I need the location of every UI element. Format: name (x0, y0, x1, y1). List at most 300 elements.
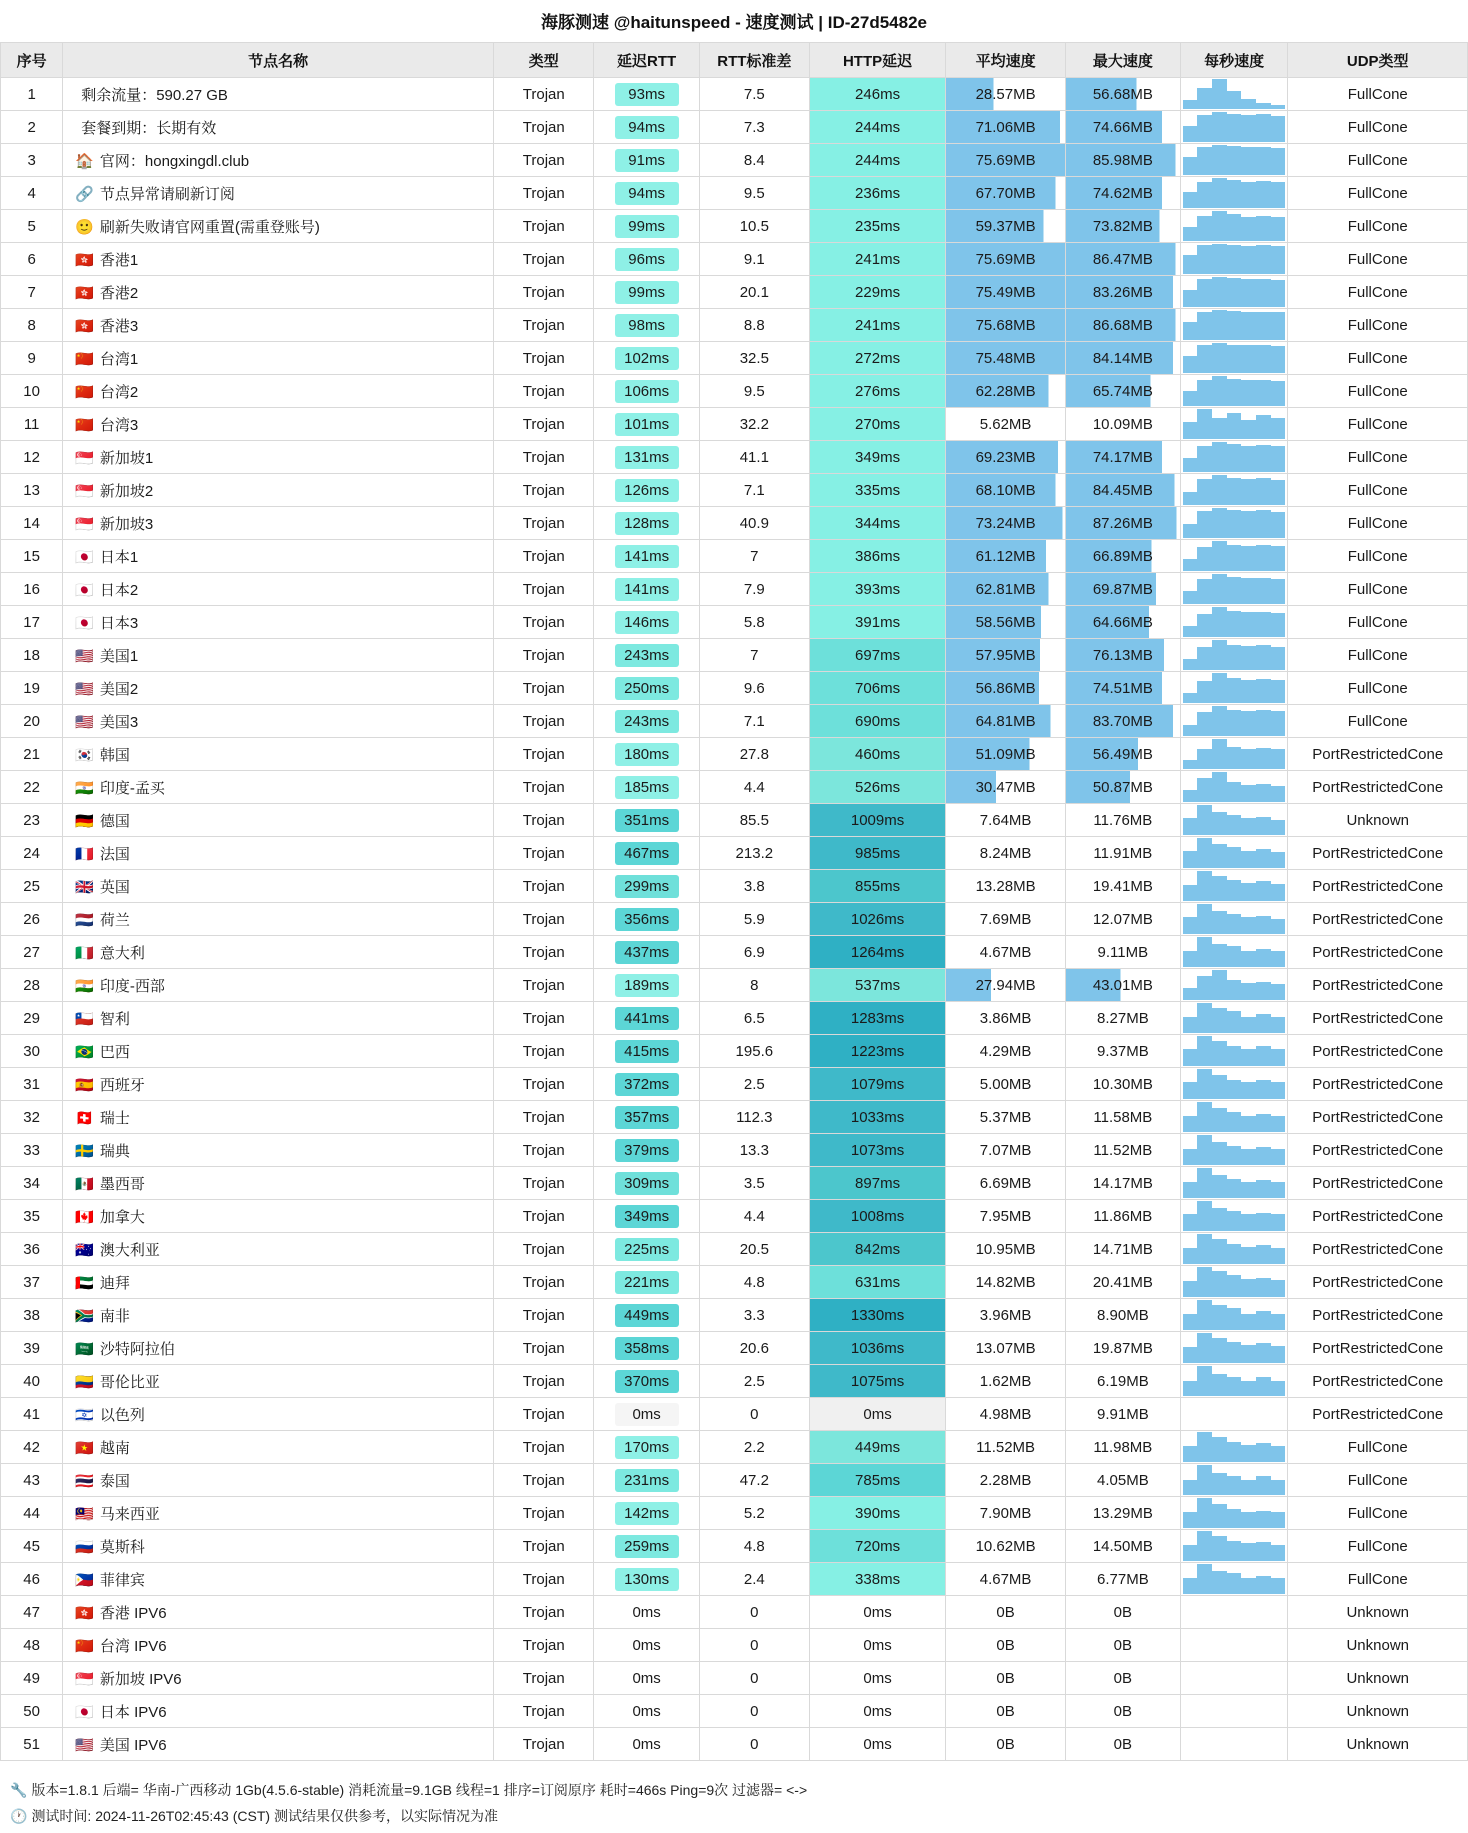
row-udp-type (1288, 903, 1468, 936)
http-latency-value: 1036ms (850, 1339, 905, 1357)
row-node-name (63, 342, 494, 375)
max-speed-value: 64.66MB (1092, 613, 1153, 631)
row-node-name (63, 1563, 494, 1596)
type-text: Trojan (522, 679, 565, 697)
row-index (1, 144, 63, 177)
row-http (809, 705, 945, 738)
row-sparkline (1180, 1299, 1288, 1332)
row-rtt-stddev (699, 606, 809, 639)
row-index (1, 837, 63, 870)
row-type (493, 573, 594, 606)
row-rtt (594, 738, 699, 771)
row-http (809, 1695, 945, 1728)
rtt-value: 0ms (615, 1403, 679, 1426)
row-avg-speed (946, 1167, 1066, 1200)
row-rtt-stddev (699, 1365, 809, 1398)
row-rtt-stddev (699, 474, 809, 507)
http-latency-value: 390ms (855, 1504, 901, 1522)
table-row[interactable] (1, 1530, 1468, 1563)
max-speed-value: 6.77MB (1097, 1570, 1149, 1588)
row-http (809, 111, 945, 144)
row-index (1, 870, 63, 903)
row-rtt-stddev (699, 1464, 809, 1497)
row-rtt-stddev (699, 1662, 809, 1695)
row-node-name (63, 408, 494, 441)
flag-icon: 🇻🇳 (75, 1439, 94, 1457)
speed-sparkline (1181, 574, 1288, 604)
type-text: Trojan (522, 415, 565, 433)
avg-speed-value: 5.37MB (979, 1108, 1032, 1126)
row-sparkline (1180, 1002, 1288, 1035)
row-rtt (594, 606, 699, 639)
row-type (493, 210, 594, 243)
http-latency-value: 0ms (863, 1405, 892, 1423)
table-row[interactable] (1, 474, 1468, 507)
row-node-name (63, 375, 494, 408)
type-text: Trojan (522, 1306, 565, 1324)
max-speed-value: 12.07MB (1092, 910, 1153, 928)
speed-sparkline (1181, 640, 1288, 670)
speed-sparkline (1181, 475, 1288, 505)
row-avg-speed (946, 408, 1066, 441)
type-text: Trojan (522, 712, 565, 730)
row-rtt-stddev (699, 1299, 809, 1332)
avg-speed-value: 56.86MB (975, 679, 1036, 697)
type-text: Trojan (522, 943, 565, 961)
table-row[interactable] (1, 540, 1468, 573)
row-rtt-stddev (699, 210, 809, 243)
table-row[interactable] (1, 969, 1468, 1002)
table-row[interactable] (1, 1464, 1468, 1497)
row-udp-type (1288, 1002, 1468, 1035)
row-rtt (594, 1365, 699, 1398)
row-sparkline (1180, 1332, 1288, 1365)
row-avg-speed (946, 210, 1066, 243)
row-node-name (63, 276, 494, 309)
max-speed-value: 73.82MB (1092, 217, 1153, 235)
row-index-text: 34 (23, 1174, 40, 1192)
row-rtt (594, 1728, 699, 1761)
row-sparkline (1180, 111, 1288, 144)
avg-speed-value: 5.00MB (979, 1075, 1032, 1093)
table-row[interactable] (1, 1629, 1468, 1662)
rtt-value: 441ms (615, 1007, 679, 1030)
row-sparkline (1180, 573, 1288, 606)
flag-icon: 🇸🇬 (75, 1670, 94, 1688)
type-text: Trojan (522, 1702, 565, 1720)
row-udp-type (1288, 210, 1468, 243)
row-index-text: 16 (23, 580, 40, 598)
row-rtt-stddev (699, 276, 809, 309)
table-row[interactable] (1, 738, 1468, 771)
type-text: Trojan (522, 349, 565, 367)
row-udp-type (1288, 1266, 1468, 1299)
max-speed-value: 13.29MB (1092, 1504, 1153, 1522)
table-row[interactable] (1, 1101, 1468, 1134)
row-avg-speed (946, 1464, 1066, 1497)
table-row[interactable] (1, 1200, 1468, 1233)
speed-sparkline (1181, 442, 1288, 472)
max-speed-value: 14.17MB (1092, 1174, 1153, 1192)
row-avg-speed (946, 111, 1066, 144)
row-index (1, 1266, 63, 1299)
rtt-stddev-value: 32.2 (739, 415, 769, 433)
table-row[interactable] (1, 1002, 1468, 1035)
row-max-speed (1065, 1101, 1180, 1134)
table-row[interactable] (1, 903, 1468, 936)
row-udp-type (1288, 1101, 1468, 1134)
row-node-name (63, 1002, 494, 1035)
table-row[interactable] (1, 1695, 1468, 1728)
table-row[interactable] (1, 144, 1468, 177)
type-text: Trojan (522, 1009, 565, 1027)
row-sparkline (1180, 177, 1288, 210)
row-index-text: 43 (23, 1471, 40, 1489)
type-text: Trojan (522, 1504, 565, 1522)
table-row[interactable] (1, 1431, 1468, 1464)
rtt-value: 102ms (615, 347, 679, 370)
row-rtt-stddev (699, 1332, 809, 1365)
flag-icon: 🇲🇽 (75, 1175, 94, 1193)
speed-sparkline (1181, 772, 1288, 802)
udp-type-value: PortRestrictedCone (1312, 976, 1444, 994)
row-udp-type (1288, 1530, 1468, 1563)
row-index-text: 3 (27, 151, 36, 169)
http-latency-value: 855ms (855, 877, 901, 895)
row-rtt (594, 408, 699, 441)
table-row[interactable] (1, 1497, 1468, 1530)
row-max-speed (1065, 441, 1180, 474)
table-row[interactable] (1, 804, 1468, 837)
type-text: Trojan (522, 1669, 565, 1687)
avg-speed-value: 10.95MB (975, 1240, 1036, 1258)
udp-type-value: Unknown (1346, 1702, 1409, 1720)
row-rtt-stddev (699, 1728, 809, 1761)
row-type (493, 78, 594, 111)
table-row[interactable] (1, 1332, 1468, 1365)
row-node-name (63, 936, 494, 969)
udp-type-value: PortRestrictedCone (1312, 1174, 1444, 1192)
footer-time-line (10, 1803, 1460, 1829)
table-row[interactable] (1, 1365, 1468, 1398)
row-udp-type (1288, 1365, 1468, 1398)
row-index-text: 37 (23, 1273, 40, 1291)
flag-icon: 🇳🇱 (75, 911, 94, 929)
rtt-value: 98ms (615, 314, 679, 337)
row-sparkline (1180, 639, 1288, 672)
row-sparkline (1180, 1629, 1288, 1662)
avg-speed-value: 7.90MB (979, 1504, 1032, 1522)
rtt-value: 221ms (615, 1271, 679, 1294)
col-http-latency[interactable]: HTTP延迟 (809, 43, 945, 78)
row-index-text: 51 (23, 1735, 40, 1753)
row-max-speed (1065, 573, 1180, 606)
row-node-name (63, 870, 494, 903)
flag-icon: 🇪🇸 (75, 1076, 94, 1094)
table-row[interactable] (1, 1266, 1468, 1299)
row-udp-type (1288, 738, 1468, 771)
table-row[interactable] (1, 243, 1468, 276)
table-row[interactable] (1, 1068, 1468, 1101)
row-avg-speed (946, 1497, 1066, 1530)
row-index-text: 27 (23, 943, 40, 961)
table-row[interactable] (1, 672, 1468, 705)
row-node-name (63, 1200, 494, 1233)
row-avg-speed (946, 771, 1066, 804)
table-row[interactable] (1, 78, 1468, 111)
avg-speed-value: 13.28MB (975, 877, 1036, 895)
table-row[interactable] (1, 177, 1468, 210)
row-type (493, 540, 594, 573)
speed-sparkline (1181, 1267, 1288, 1297)
http-latency-value: 393ms (855, 580, 901, 598)
avg-speed-value: 2.28MB (979, 1471, 1032, 1489)
row-node-name (63, 177, 494, 210)
node-name-text: 越南 (99, 1439, 130, 1457)
type-text: Trojan (522, 382, 565, 400)
speed-sparkline (1181, 409, 1288, 439)
table-row[interactable] (1, 210, 1468, 243)
max-speed-value: 11.91MB (1093, 844, 1153, 862)
row-avg-speed (946, 1530, 1066, 1563)
row-sparkline (1180, 1662, 1288, 1695)
table-row[interactable] (1, 441, 1468, 474)
table-row[interactable] (1, 1299, 1468, 1332)
node-name-text: 香港1 (99, 251, 139, 269)
type-text: Trojan (522, 910, 565, 928)
max-speed-value: 4.05MB (1097, 1471, 1149, 1489)
node-name-text: 日本 IPV6 (99, 1703, 167, 1721)
row-udp-type (1288, 78, 1468, 111)
col-node-name[interactable]: 节点名称 (63, 43, 494, 78)
table-row[interactable] (1, 771, 1468, 804)
row-udp-type (1288, 573, 1468, 606)
col-avg-speed[interactable]: 平均速度 (946, 43, 1066, 78)
type-text: Trojan (522, 1405, 565, 1423)
http-latency-value: 0ms (863, 1735, 892, 1753)
table-row[interactable] (1, 276, 1468, 309)
table-row[interactable] (1, 837, 1468, 870)
speed-sparkline (1181, 1399, 1288, 1429)
udp-type-value: FullCone (1347, 481, 1408, 499)
flag-icon: 🇦🇺 (75, 1241, 94, 1259)
row-udp-type (1288, 375, 1468, 408)
rtt-value: 231ms (615, 1469, 679, 1492)
row-udp-type (1288, 1596, 1468, 1629)
table-row[interactable] (1, 573, 1468, 606)
http-latency-value: 631ms (855, 1273, 901, 1291)
row-http (809, 507, 945, 540)
table-row[interactable] (1, 606, 1468, 639)
col-rtt[interactable]: 延迟RTT (594, 43, 699, 78)
row-type (493, 1101, 594, 1134)
max-speed-value: 11.98MB (1093, 1438, 1153, 1456)
table-row[interactable] (1, 309, 1468, 342)
row-type (493, 111, 594, 144)
row-max-speed (1065, 1497, 1180, 1530)
row-type (493, 1068, 594, 1101)
avg-speed-value: 51.09MB (975, 745, 1036, 763)
node-name-text: 西班牙 (99, 1076, 145, 1094)
rtt-stddev-value: 2.2 (743, 1438, 765, 1456)
speed-sparkline (1181, 1069, 1288, 1099)
table-row[interactable] (1, 1728, 1468, 1761)
speed-sparkline (1181, 1168, 1288, 1198)
type-text: Trojan (522, 745, 565, 763)
row-rtt-stddev (699, 639, 809, 672)
row-node-name (63, 441, 494, 474)
row-avg-speed (946, 1629, 1066, 1662)
avg-speed-value: 57.95MB (975, 646, 1036, 664)
type-text: Trojan (522, 1207, 565, 1225)
row-sparkline (1180, 837, 1288, 870)
row-sparkline (1180, 1431, 1288, 1464)
table-row[interactable] (1, 1662, 1468, 1695)
rtt-value: 225ms (615, 1238, 679, 1261)
row-type (493, 507, 594, 540)
row-http (809, 408, 945, 441)
flag-icon: 🇷🇺 (75, 1538, 94, 1556)
table-row[interactable] (1, 705, 1468, 738)
table-row[interactable] (1, 507, 1468, 540)
row-index (1, 771, 63, 804)
row-index (1, 474, 63, 507)
table-row[interactable] (1, 1596, 1468, 1629)
row-rtt-stddev (699, 1035, 809, 1068)
row-udp-type (1288, 507, 1468, 540)
rtt-stddev-value: 7 (750, 646, 759, 664)
row-type (493, 1233, 594, 1266)
row-avg-speed (946, 144, 1066, 177)
row-rtt (594, 243, 699, 276)
row-type (493, 243, 594, 276)
row-sparkline (1180, 540, 1288, 573)
footer-time-text: 测试时间: 2024-11-26T02:45:43 (CST) 测试结果仅供参考，以实际情况为准 (31, 1808, 498, 1824)
table-row[interactable] (1, 1035, 1468, 1068)
rtt-value: 146ms (615, 611, 679, 634)
speed-sparkline (1181, 1531, 1288, 1561)
speed-sparkline (1181, 310, 1288, 340)
speedtest-table (0, 42, 1468, 1761)
row-rtt (594, 78, 699, 111)
row-avg-speed (946, 1695, 1066, 1728)
row-rtt-stddev (699, 342, 809, 375)
table-row[interactable] (1, 639, 1468, 672)
row-rtt (594, 1134, 699, 1167)
col-speed-per-second[interactable]: 每秒速度 (1180, 43, 1288, 78)
max-speed-value: 19.87MB (1092, 1339, 1153, 1357)
row-index-text: 33 (23, 1141, 40, 1159)
type-text: Trojan (522, 1108, 565, 1126)
rtt-stddev-value: 9.5 (743, 382, 765, 400)
row-rtt-stddev (699, 441, 809, 474)
rtt-value: 299ms (615, 875, 679, 898)
avg-speed-value: 7.69MB (979, 910, 1032, 928)
row-rtt-stddev (699, 78, 809, 111)
table-row[interactable] (1, 342, 1468, 375)
row-udp-type (1288, 1497, 1468, 1530)
flag-icon: 🇨🇦 (75, 1208, 94, 1226)
rtt-value: 449ms (615, 1304, 679, 1327)
row-udp-type (1288, 639, 1468, 672)
flag-icon: 🇯🇵 (75, 614, 94, 632)
row-max-speed (1065, 1233, 1180, 1266)
row-rtt (594, 1530, 699, 1563)
table-row[interactable] (1, 1563, 1468, 1596)
row-http (809, 1167, 945, 1200)
table-row[interactable] (1, 1134, 1468, 1167)
row-avg-speed (946, 540, 1066, 573)
table-row[interactable] (1, 936, 1468, 969)
row-sparkline (1180, 771, 1288, 804)
row-sparkline (1180, 375, 1288, 408)
row-index-text: 47 (23, 1603, 40, 1621)
node-name-text: 马来西亚 (99, 1505, 160, 1523)
col-index[interactable]: 序号 (1, 43, 63, 78)
row-udp-type (1288, 1233, 1468, 1266)
col-rtt-stddev[interactable]: RTT标准差 (699, 43, 809, 78)
table-row[interactable] (1, 1233, 1468, 1266)
avg-speed-value: 30.47MB (975, 778, 1036, 796)
row-max-speed (1065, 1431, 1180, 1464)
type-text: Trojan (522, 118, 565, 136)
node-name-text: 香港 IPV6 (99, 1604, 167, 1622)
row-sparkline (1180, 144, 1288, 177)
avg-speed-value: 28.57MB (975, 85, 1036, 103)
row-index-text: 26 (23, 910, 40, 928)
table-row[interactable] (1, 1167, 1468, 1200)
row-node-name (63, 573, 494, 606)
table-row[interactable] (1, 870, 1468, 903)
http-latency-value: 244ms (855, 151, 901, 169)
row-avg-speed (946, 1332, 1066, 1365)
table-row[interactable] (1, 408, 1468, 441)
row-udp-type (1288, 1035, 1468, 1068)
table-row[interactable] (1, 1398, 1468, 1431)
avg-speed-value: 13.07MB (975, 1339, 1036, 1357)
row-avg-speed (946, 1134, 1066, 1167)
row-node-name (63, 705, 494, 738)
row-http (809, 144, 945, 177)
max-speed-value: 11.58MB (1093, 1108, 1153, 1126)
footer-version-line (10, 1777, 1460, 1803)
col-max-speed[interactable]: 最大速度 (1065, 43, 1180, 78)
speed-sparkline (1181, 1465, 1288, 1495)
max-speed-value: 56.49MB (1092, 745, 1153, 763)
rtt-value: 130ms (615, 1568, 679, 1591)
rtt-stddev-value: 41.1 (739, 448, 769, 466)
table-row[interactable] (1, 375, 1468, 408)
row-index (1, 804, 63, 837)
type-text: Trojan (522, 580, 565, 598)
max-speed-value: 11.52MB (1093, 1141, 1153, 1159)
flag-icon: 🇨🇱 (75, 1010, 94, 1028)
rtt-stddev-value: 9.6 (743, 679, 765, 697)
udp-type-value: FullCone (1347, 1537, 1408, 1555)
speed-sparkline (1181, 706, 1288, 736)
row-avg-speed (946, 1068, 1066, 1101)
rtt-stddev-value: 2.5 (743, 1075, 765, 1093)
row-max-speed (1065, 309, 1180, 342)
row-sparkline (1180, 705, 1288, 738)
row-rtt-stddev (699, 1101, 809, 1134)
col-type[interactable]: 类型 (493, 43, 594, 78)
row-avg-speed (946, 1200, 1066, 1233)
col-udp-type[interactable]: UDP类型 (1288, 43, 1468, 78)
udp-type-value: FullCone (1347, 415, 1408, 433)
table-row[interactable] (1, 111, 1468, 144)
row-avg-speed (946, 1431, 1066, 1464)
